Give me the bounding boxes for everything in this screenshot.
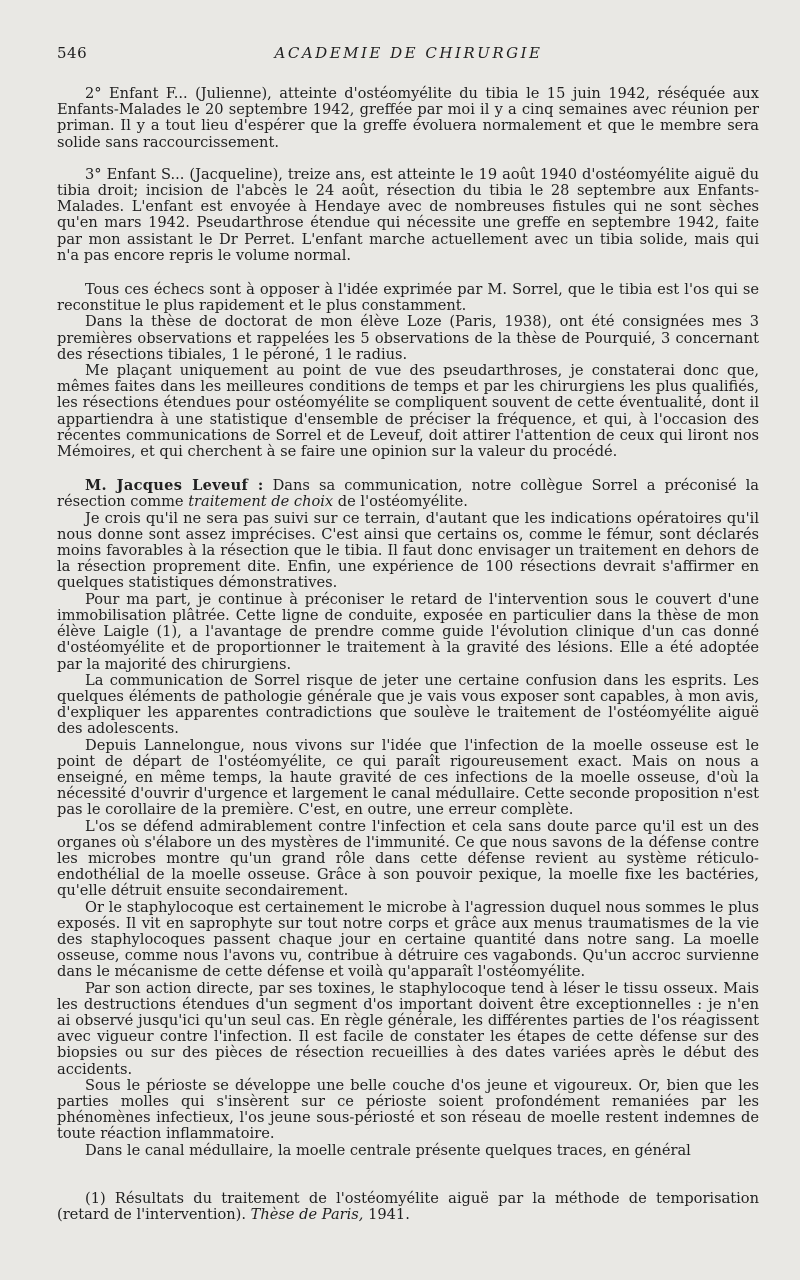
paragraph: Or le staphylocoque est certainement le microbe à l'agression duquel nous sommes le plus exposés. Il vit en saprophyte sur tout notre corps et grâce aux menus traumatismes de la vie des staphylocoques passent chaque jour en certaine quantité dans notre sang. La moelle osseuse, comme nous l'avons vu, contribue à détruire ces vagabonds. Qu'un accroc survienne dans le mécanisme de cette défense et voilà qu'apparaît l'ostéomyélite. [57,898,759,981]
page-header [57,44,760,66]
paragraph: 2° Enfant F... (Julienne), atteinte d'ostéomyélite du tibia le 15 juin 1942, réséquée aux Enfants-Malades le 20 septembre 1942, greffée par moi il y a cinq semaines avec réunion per priman. Il y a tout lieu d'espérer que la greffe évoluera normalement et que le membre sera solide sans raccourcissement. [57,85,759,151]
paragraph: L'os se défend admirablement contre l'infection et cela sans doute parce qu'il est un des organes où s'élabore un des mystères de l'immunité. Ce que nous savons de la défense contre les microbes montre qu'un grand rôle dans cette défense revient au système réticulo-endothélial de la moelle osseuse. Grâce à son pouvoir pexique, la moelle fixe les bactéries, qu'elle détruit ensuite secondairement. [57,817,759,900]
paragraph: Dans la thèse de doctorat de mon élève Loze (Paris, 1938), ont été consignées mes 3 premières observations et rappelées les 5 observations de la thèse de Pourquié, 3 concernant des résections tibiales, 1 le péroné, 1 le radius. [57,313,759,363]
emphasis-text: traitement de choix [188,493,334,511]
footnote [57,1191,759,1224]
running-head: ACADEMIE DE CHIRURGIE [274,44,543,62]
paragraph: La communication de Sorrel risque de jeter une certaine confusion dans les esprits. Les quelques éléments de pathologie générale que je vais vous exposer sont capables, à mon avis, d'expliquer les apparentes contradictions que soulève le traitement de l'ostéomyélite aiguë des adolescents. [57,671,759,738]
paragraph: Par son action directe, par ses toxines, le staphylocoque tend à léser le tissu osseux. Mais les destructions étendues d'un segment d'os important doivent être exceptionnelles : je n'en ai observé jusqu'ici qu'un seul cas. En règle générale, les différentes parties de l'os réagissent avec vigueur contre l'infection. Il est facile de constater les étapes de cette défense sur des biopsies ou sur des pièces de résection recueillies à des dates variées après le début des accidents. [57,979,759,1078]
footnote-text-b: 1941. [363,1206,410,1224]
paragraph: Depuis Lannelongue, nous vivons sur l'idée que l'infection de la moelle osseuse est le point de départ de l'ostéomyélite, ce qui paraît rigoureusement exact. Mais on nous a enseigné, en même temps, la haute gravité de ces infections de la moelle osseuse, d'où la nécessité d'ouvrir d'urgence et largement le canal médullaire. Cette seconde proposition n'est pas le corollaire de la première. C'est, en outre, une erreur complète. [57,736,759,819]
footnote-text [57,1191,759,1224]
paragraph: Me plaçant uniquement au point de vue des pseudarthroses, je constaterai donc que, mêmes faites dans les meilleures conditions de temps et par les chirurgiens les plus qualifiés, les résections étendues pour ostéomyélite se compliquent souvent de cette éventualité, dont il appartiendra à une statistique d'ensemble de préciser la fréquence, et qui, à l'occasion des récentes communications de Sorrel et de Leveuf, doit attirer l'attention de ceux qui liront nos Mémoires, et qui cherchent à se faire une opinion sur la valeur du procédé. [57,362,759,461]
paragraph: Tous ces échecs sont à opposer à l'idée exprimée par M. Sorrel, que le tibia est l'os qui se reconstitue le plus rapidement et le plus constamment. [57,281,759,315]
speaker-paragraph [57,478,759,510]
page-number: 546 [57,44,88,62]
footnote-text-a: (1) Résultats du traitement de l'ostéomyélite aiguë par la méthode de temporisation (retard de l'intervention). [57,1190,759,1224]
paragraph: 3° Enfant S... (Jacqueline), treize ans, est atteinte le 19 août 1940 d'ostéomyélite aiguë du tibia droit; incision de l'abcès le 24 août, résection du tibia le 28 septembre aux Enfants-Malades. L'enfant est envoyée à Hendaye avec de nombreuses fistules qui ne sont sèches qu'en mars 1942. Pseudarthrose étendue qui nécessite une greffe en septembre 1942, faite par mon assistant le Dr Perret. L'enfant marche actuellement avec un tibia solide, mais qui n'a pas encore repris le volume normal. [57,165,759,264]
paragraph: Sous le périoste se développe une belle couche d'os jeune et vigoureux. Or, bien que les parties molles qui s'insèrent sur ce périoste soient profondément remaniées par les phénomènes infectieux, l'os jeune sous-périosté et son réseau de moelle restent indemnes de toute réaction inflammatoire. [57,1076,759,1143]
body-text [57,86,759,1159]
paragraph: Dans le canal médullaire, la moelle centrale présente quelques traces, en général [85,1141,691,1159]
speaker-name: M. Jacques Leveuf : [85,477,264,495]
speaker-text-a: Dans sa communication, notre collègue Sorrel a préconisé la résection comme [57,477,760,511]
paragraph: Pour ma part, je continue à préconiser le retard de l'intervention sous le couvert d'une immobilisation plâtrée. Cette ligne de conduite, exposée en particulier dans la thèse de mon élève Laigle (1), a l'avantage de prendre comme guide l'évolution clinique d'un cas donné d'ostéomyélite et de proportionner le traitement à la gravité des lésions. Elle a été adoptée par la majorité des chirurgiens. [57,590,759,673]
speaker-text-b: de l'ostéomyélite. [333,493,468,511]
paragraph: Je crois qu'il ne sera pas suivi sur ce terrain, d'autant que les indications opératoires qu'il nous donne sont assez imprécises. C'est ainsi que certains os, comme le fémur, sont déclarés moins favorables à la résection que le tibia. Il faut donc envisager un traitement en dehors de la résection proprement dite. Enfin, une expérience de 100 résections devrait s'affirmer en quelques statistiques démonstratives. [57,509,759,592]
footnote-emphasis: Thèse de Paris, [250,1206,364,1224]
